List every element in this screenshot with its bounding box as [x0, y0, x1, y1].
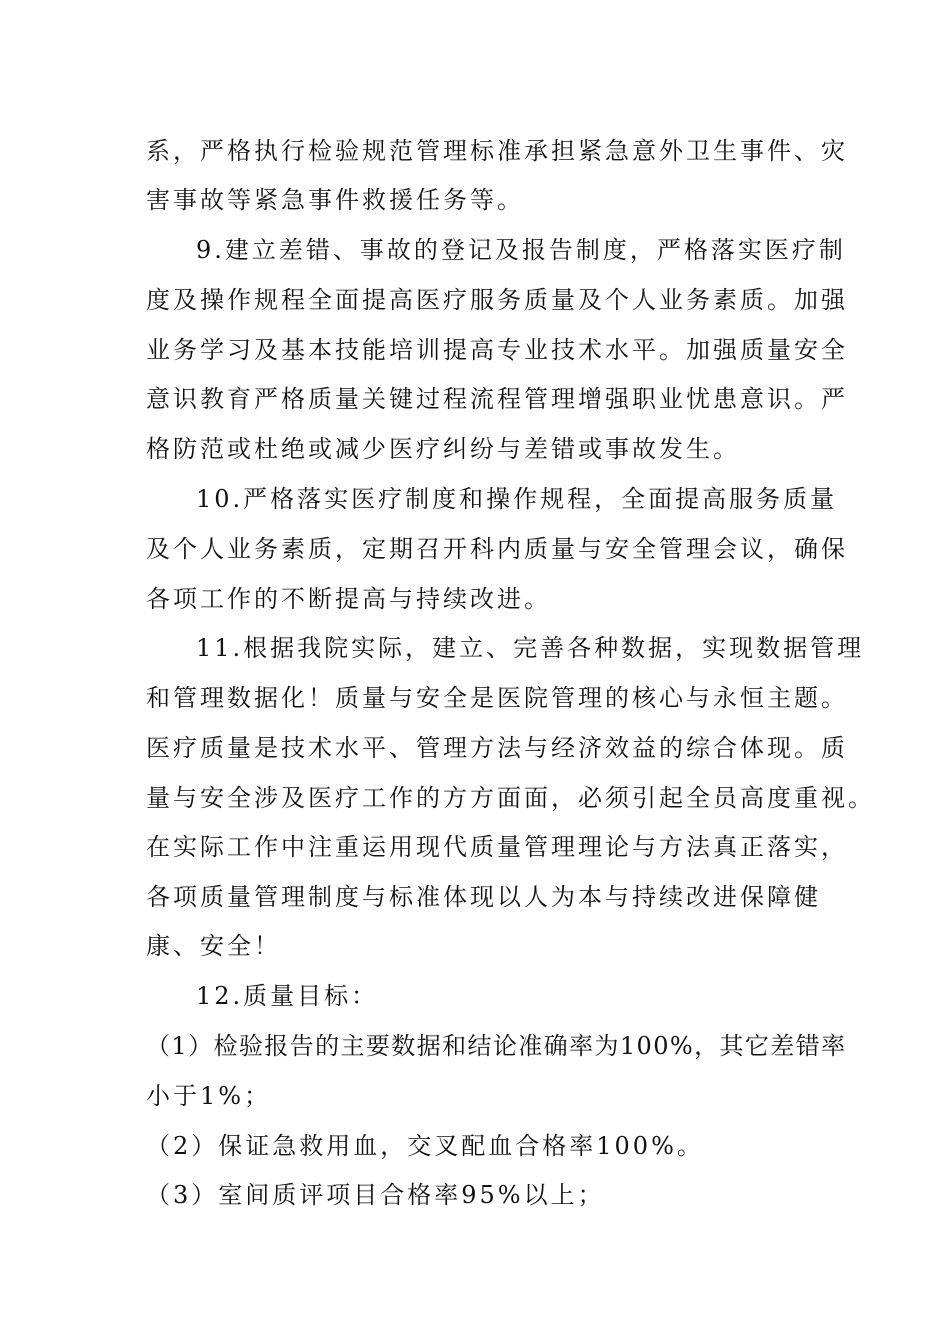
text-line: 业务学习及基本技能培训提高专业技术水平。加强质量安全: [146, 336, 848, 364]
text-line: 度及操作规程全面提高医疗服务质量及个人业务素质。加强: [146, 286, 848, 314]
text-line: 11.根据我院实际，建立、完善各种数据，实现数据管理: [196, 634, 865, 662]
text-line: 9.建立差错、事故的登记及报告制度，严格落实医疗制: [196, 236, 846, 264]
text-line: 10.严格落实医疗制度和操作规程，全面提高服务质量: [196, 485, 838, 513]
text-line: 在实际工作中注重运用现代质量管理理论与方法真正落实，: [146, 833, 848, 861]
text-line: 小于1%；: [146, 1082, 272, 1110]
text-line: 和管理数据化！质量与安全是医院管理的核心与永恒主题。: [146, 684, 848, 712]
text-line: 康、安全！: [146, 932, 281, 960]
text-line: 及个人业务素质，定期召开科内质量与安全管理会议，确保: [146, 535, 848, 563]
text-line: 12.质量目标：: [196, 982, 379, 1010]
text-line: （3）室间质评项目合格率95%以上；: [146, 1181, 605, 1209]
text-line: 格防范或杜绝或减少医疗纠纷与差错或事故发生。: [146, 435, 740, 463]
text-line: 系，严格执行检验规范管理标准承担紧急意外卫生事件、灾: [146, 137, 848, 165]
text-line: 各项质量管理制度与标准体现以人为本与持续改进保障健: [146, 883, 821, 911]
text-line: 各项工作的不断提高与持续改进。: [146, 585, 551, 613]
text-line: （2）保证急救用血，交叉配血合格率100%。: [146, 1132, 704, 1160]
text-line: 害事故等紧急事件救援任务等。: [146, 186, 524, 214]
text-line: （1）检验报告的主要数据和结论准确率为100%，其它差错率: [146, 1032, 847, 1060]
text-line: 量与安全涉及医疗工作的方方面面，必须引起全员高度重视。: [146, 784, 875, 812]
text-line: 意识教育严格质量关键过程流程管理增强职业忧患意识。严: [146, 385, 848, 413]
text-line: 医疗质量是技术水平、管理方法与经济效益的综合体现。质: [146, 734, 848, 762]
